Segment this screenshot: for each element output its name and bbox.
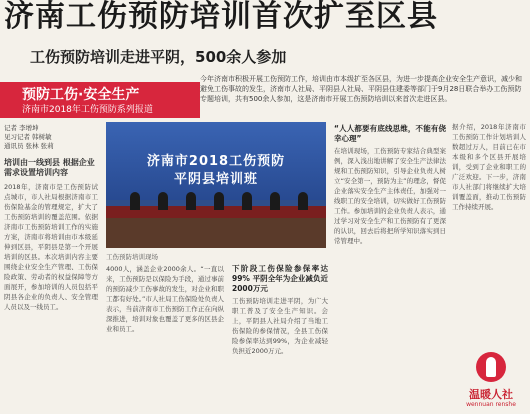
training-photo <box>106 122 326 248</box>
photo-person <box>270 192 280 210</box>
column-4-body: 在培训现场，工伤预防专家结合典型案例，深入浅出地讲解了安全生产法律法规和工伤预防知识，引导企业负责人树立“安全第一，预防为主”的理念，督促企业落实安全生产主体责任，加强对一线职工的安全培训，切实做好工伤预防工作。参加培训的企业负责人表示，通过学习对安全生产和工伤预防有了更深的认识，回去后将把所学知识落实到日常管理中。 <box>334 147 446 245</box>
logo-figure-icon <box>486 357 496 377</box>
series-banner <box>0 82 200 118</box>
byline-editors: 通讯员 张林 张莉 <box>4 142 54 150</box>
article-column-4 <box>334 122 446 410</box>
banner-subtitle: 济南市2018年工伤预防系列报道 <box>22 105 153 115</box>
article-column-2: 4000人，涵盖企业2000余人。“一直以来，工伤预防是以保险为手段，通过事前的预防减少工伤事故的发生，对企业和职工都有好处。”市人社局工伤保险处负责人表示，当前济南市工伤预防工作正在向纵深推进，培训对象也覆盖了更多的区县企业和员工。 <box>106 265 224 333</box>
article-column-5: 据介绍，2018年济南市工伤预防工作计划培训人数超过万人，目前已在市本级和多个区县开展培训，受到了企业和职工的广泛欢迎。下一步，济南市人社部门将继续扩大培训覆盖面，推动工伤预防工作持续开展。 <box>452 123 526 211</box>
section-heading-3: “人人都要有底线思维，不能有侥幸心理” <box>334 124 446 143</box>
intro-paragraph: 今年济南市积极开展工伤预防工作，培训由市本级扩至各区县，为进一步提高企业安全生产意识，减少和避免工伤事故的发生，济南市人社局、平阴县人社局、平阴县住建委等部门于9月28日联合举办工伤预防专题培训，共有500余人参加，这是济南市开展工伤预防培训以来首次走进区县。 <box>200 75 522 103</box>
photo-banner-line-2: 平阴县培训班 <box>173 172 258 187</box>
wennuan-renshe-logo <box>456 352 526 410</box>
photo-banner-line-1: 济南市2018工伤预防 <box>146 154 286 169</box>
photo-person <box>130 192 140 210</box>
photo-person <box>186 192 196 210</box>
photo-person <box>242 192 252 210</box>
column-3-body: 工伤预防培训走进平阴，为广大职工普及了安全生产知识。会上，平阴县人社局介绍了当地工伤保险的参保情况，全县工伤保险参保率达到99%，为企业减轻负担近2000万元。 <box>232 297 328 355</box>
byline-correspondent: 见习记者 韩树敏 <box>4 133 52 141</box>
logo-name: 温暖人社 <box>469 388 513 401</box>
byline-reporter: 记者 李增坤 <box>4 124 39 132</box>
photo-person <box>158 192 168 210</box>
byline <box>4 124 84 151</box>
photo-person <box>214 192 224 210</box>
article-column-3 <box>232 262 328 410</box>
banner-title: 预防工伤·安全生产 <box>22 87 140 103</box>
article-column-1: 2018年，济南市是工伤预防试点城市，市人社局根据济南市工伤保险基金的管理规定，扩大了工伤预防培训的覆盖范围。依据济南市工伤预防培训工作的实施方案，济南市将培训由市本级延伸到区县，平阴县是第一个开展培训的区县。本次培训内容主要围绕企业安全生产管理、工伤保险政策、劳动者的权益保障等方面展开，参加培训的人员包括平阴县各企业的负责人、安全管理人员以及一线员工。 <box>4 183 98 311</box>
subheadline: 工伤预防培训走进平阴，500余人参加 <box>30 48 287 66</box>
photo-caption: 工伤预防培训现场 <box>106 253 158 261</box>
photo-person <box>298 192 308 210</box>
section-heading-2: 下阶段工伤保险参保率达99% 平阴全年为企业减负近2000万元 <box>232 264 328 293</box>
section-heading-1: 培训由一线到县 根据企业需求设置培训内容 <box>4 158 95 177</box>
headline: 济南工伤预防培训首次扩至区县 <box>4 0 438 34</box>
logo-subtitle: wennuan renshe <box>466 401 516 408</box>
